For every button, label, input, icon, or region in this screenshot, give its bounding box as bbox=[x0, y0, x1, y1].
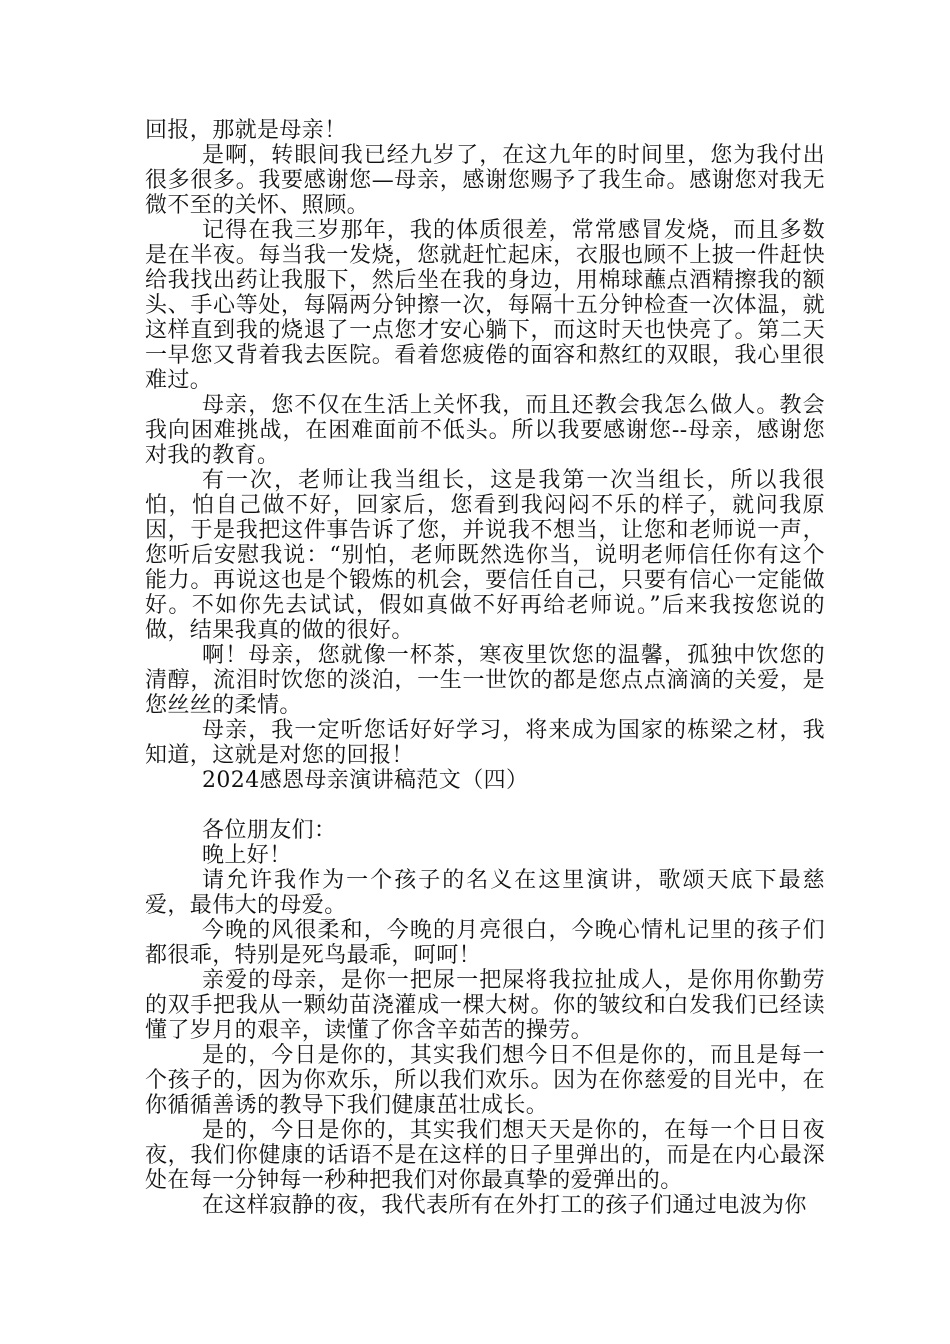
section-heading: 2024感恩母亲演讲稿范文（四） bbox=[202, 768, 529, 793]
paragraph: 母亲，我一定听您话好好学习，将来成为国家的栋梁之材，我知道，这就是对您的回报！ bbox=[145, 718, 825, 768]
document-body bbox=[145, 118, 825, 1218]
paragraph-continued: 回报，那就是母亲！ bbox=[145, 118, 347, 143]
paragraph: 今晚的风很柔和，今晚的月亮很白，今晚心情札记里的孩子们都很乖，特别是死鸟最乖，呵呵！ bbox=[145, 918, 825, 968]
blank-line bbox=[145, 793, 825, 818]
paragraph: 母亲，您不仅在生活上关怀我，而且还教会我怎么做人。教会我向困难挑战，在困难面前不低头。所以我要感谢您--母亲，感谢您对我的教育。 bbox=[145, 393, 825, 468]
greeting: 晚上好！ bbox=[202, 843, 292, 868]
paragraph: 亲爱的母亲，是你一把尿一把屎将我拉扯成人，是你用你勤劳的双手把我从一颗幼苗浇灌成一棵大树。你的皱纹和白发我们已经读懂了岁月的艰辛，读懂了你含辛茹苦的操劳。 bbox=[145, 968, 825, 1043]
paragraph-truncated: 在这样寂静的夜，我代表所有在外打工的孩子们通过电波为你 bbox=[202, 1193, 807, 1218]
paragraph: 是的，今日是你的，其实我们想天天是你的，在每一个日日夜夜，我们你健康的话语不是在这样的日子里弹出的，而是在内心最深处在每一分钟每一秒种把我们对你最真挚的爱弹出的。 bbox=[145, 1118, 825, 1193]
paragraph: 有一次，老师让我当组长，这是我第一次当组长，所以我很怕，怕自己做不好，回家后，您看到我闷闷不乐的样子，就问我原因，于是我把这件事告诉了您，并说我不想当，让您和老师说一声，您听后安慰我说：“别怕，老师既然选你当，说明老师信任你有这个能力。再说这也是个锻炼的机会，要信任自己，只要有信心一定能做好。不如你先去试试，假如真做不好再给老师说。”后来我按您说的做，结果我真的做的很好。 bbox=[145, 468, 825, 643]
paragraph: 记得在我三岁那年，我的体质很差，常常感冒发烧，而且多数是在半夜。每当我一发烧，您就赶忙起床，衣服也顾不上披一件赶快给我找出药让我服下，然后坐在我的身边，用棉球蘸点酒精擦我的额头、手心等处，每隔两分钟擦一次，每隔十五分钟检查一次体温，就这样直到我的烧退了一点您才安心躺下，而这时天也快亮了。第二天一早您又背着我去医院。看着您疲倦的面容和熬红的双眼，我心里很难过。 bbox=[145, 218, 825, 393]
salutation: 各位朋友们： bbox=[202, 818, 337, 843]
paragraph: 啊！母亲，您就像一杯茶，寒夜里饮您的温馨，孤独中饮您的清醇，流泪时饮您的淡泊，一生一世饮的都是您点点滴滴的关爱，是您丝丝的柔情。 bbox=[145, 643, 825, 718]
paragraph: 请允许我作为一个孩子的名义在这里演讲，歌颂天底下最慈爱，最伟大的母爱。 bbox=[145, 868, 825, 918]
paragraph: 是啊，转眼间我已经九岁了，在这九年的时间里，您为我付出很多很多。我要感谢您—母亲，感谢您赐予了我生命。感谢您对我无微不至的关怀、照顾。 bbox=[145, 143, 825, 218]
paragraph: 是的，今日是你的，其实我们想今日不但是你的，而且是每一个孩子的，因为你欢乐，所以我们欢乐。因为在你慈爱的目光中，在你循循善诱的教导下我们健康茁壮成长。 bbox=[145, 1043, 825, 1118]
